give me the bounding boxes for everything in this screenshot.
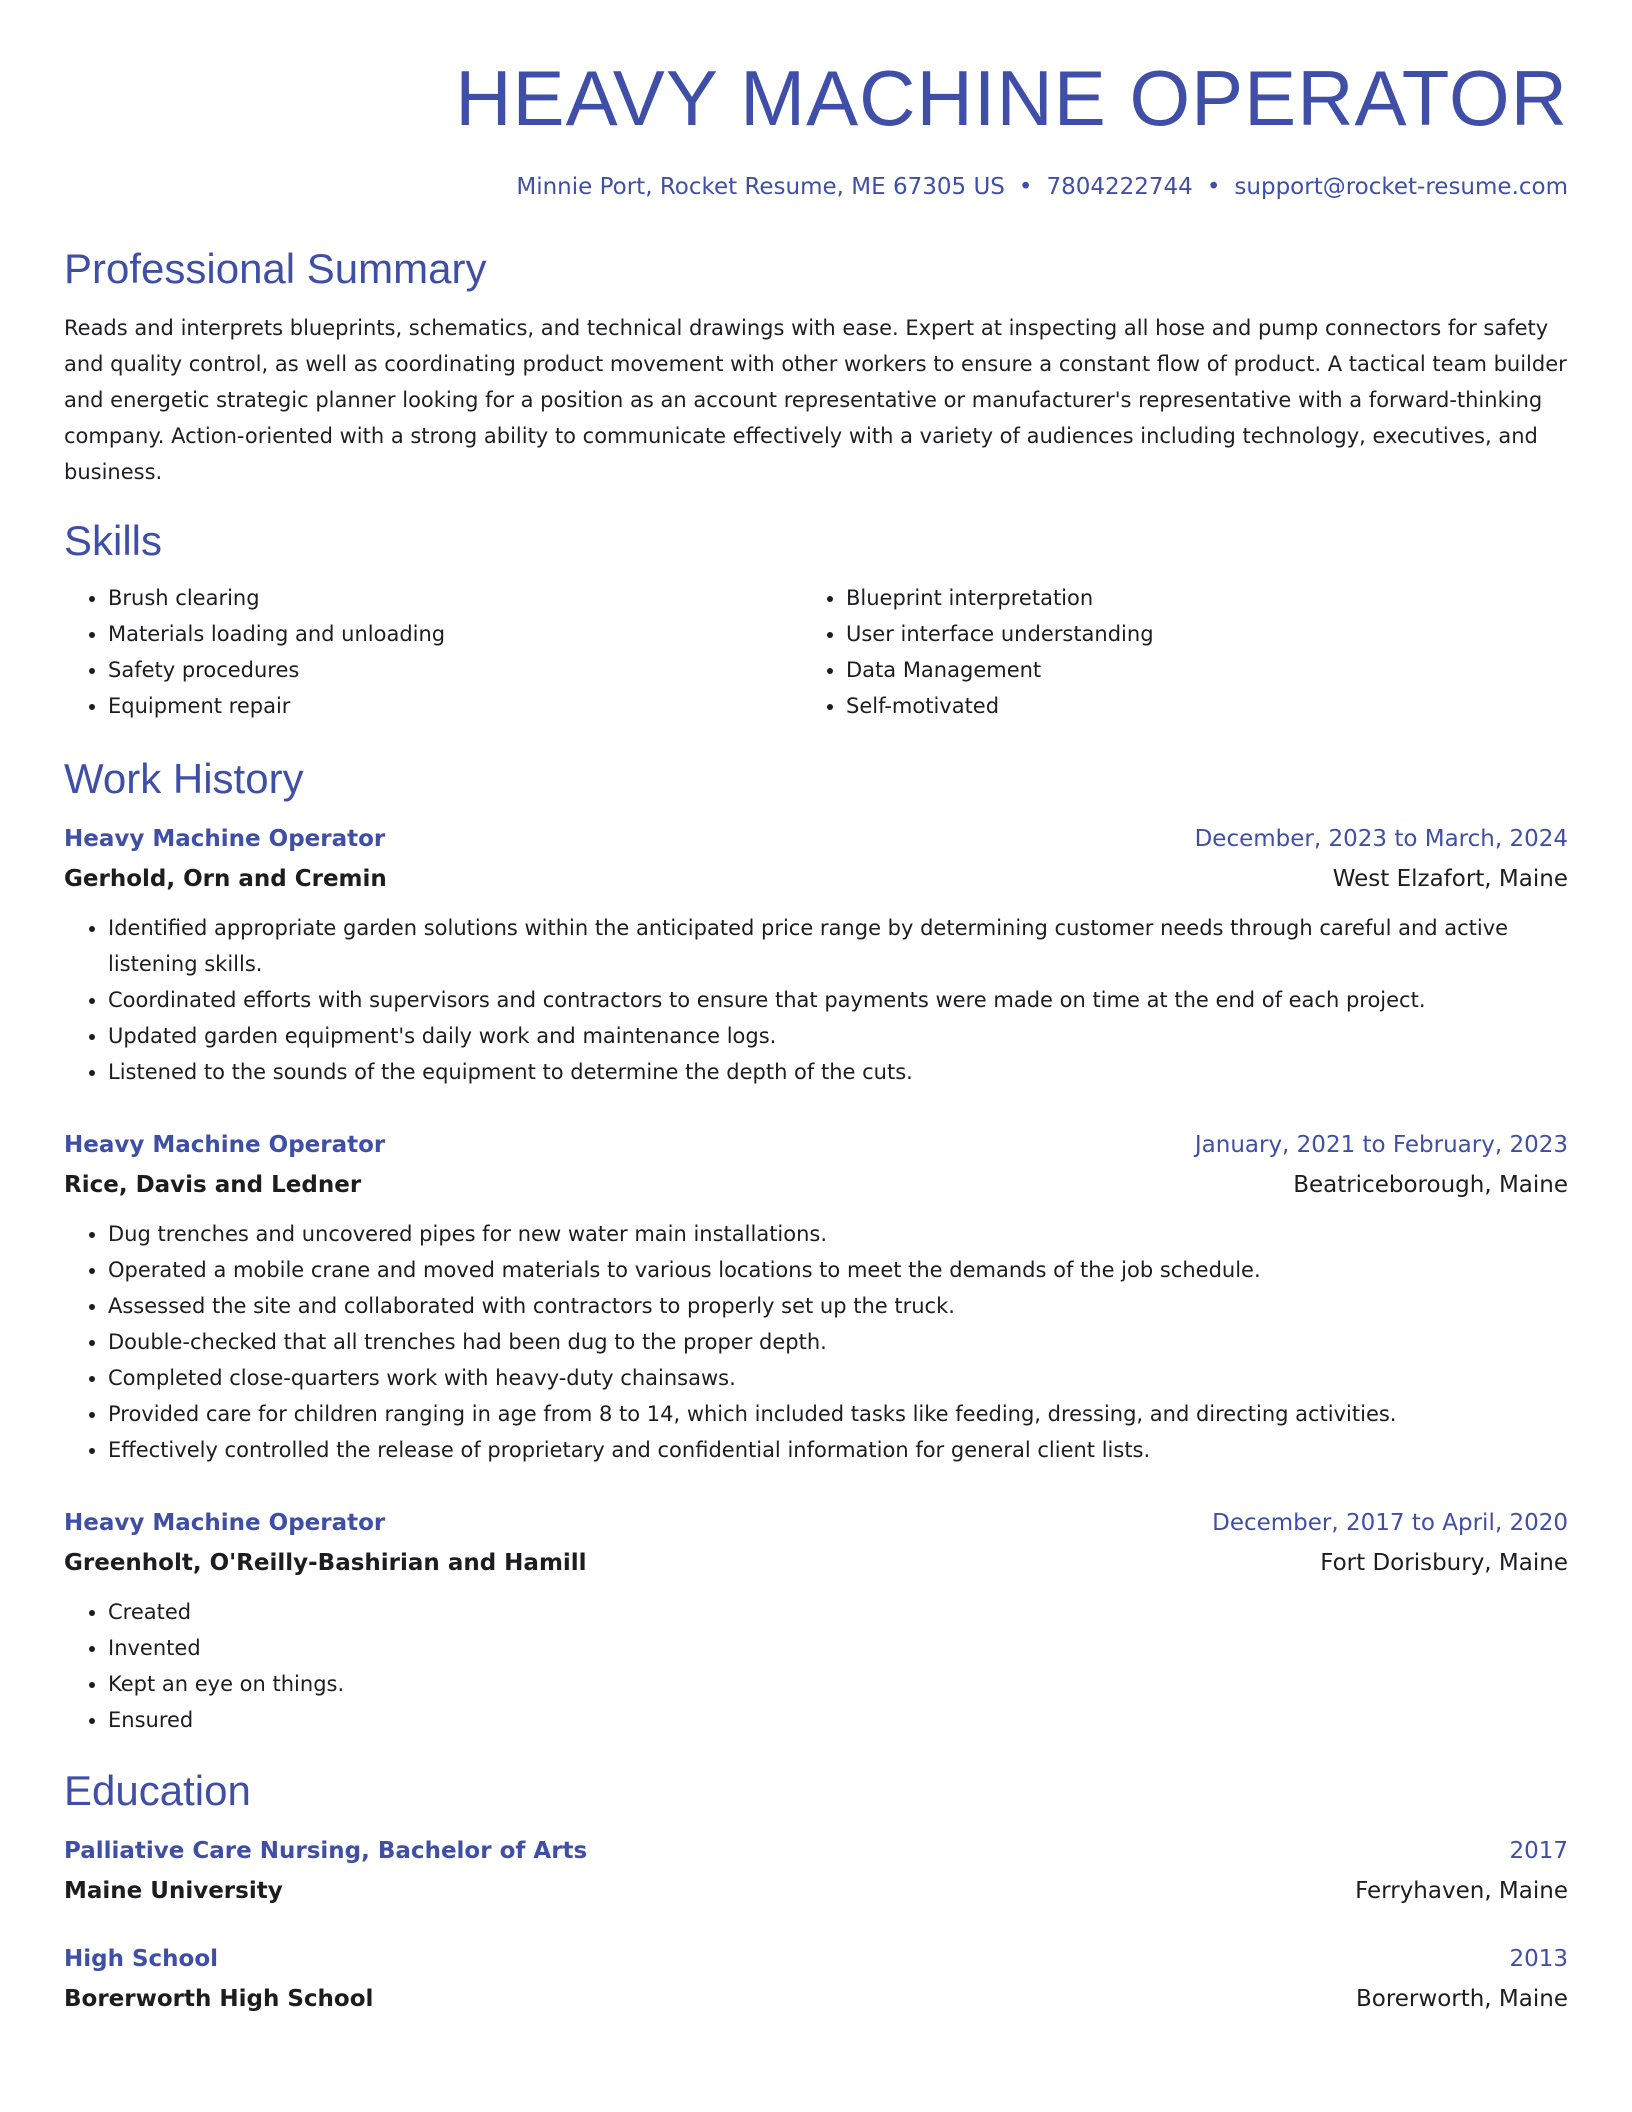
- education-location: Borerworth, Maine: [1355, 1986, 1568, 2012]
- education-subheader: [64, 1984, 1568, 2014]
- skills-list-left: [64, 580, 802, 724]
- education-school: Borerworth High School: [64, 1986, 374, 2012]
- summary-text: Reads and interprets blueprints, schematics, and technical drawings with ease. Expert at inspecting all hose and pump connectors for safety and quality control, as well as coordinating product movement with other workers to ensure a constant flow of product. A tactical team builder and energetic strategic planner looking for a position as an account representative or manufacturer's representative with a forward-thinking company. Action-oriented with a strong ability to communicate effectively with a variety of audiences including technology, executives, and business.: [64, 316, 1567, 484]
- skill-item: • Materials loading and unloading: [108, 616, 802, 652]
- job-bullet: • Ensured: [108, 1702, 1568, 1738]
- job-location: Beatriceborough, Maine: [1293, 1172, 1568, 1198]
- job-bullet: • Created: [108, 1594, 1568, 1630]
- job-bullet: • Assessed the site and collaborated with contractors to properly set up the truck.: [108, 1288, 1568, 1324]
- education-header: [64, 1836, 1568, 1866]
- job-header: [64, 1508, 1568, 1538]
- contact-line: [64, 172, 1568, 202]
- skill-item: • Data Management: [846, 652, 1540, 688]
- skill-item: • Safety procedures: [108, 652, 802, 688]
- education-location: Ferryhaven, Maine: [1355, 1878, 1568, 1904]
- job-bullet: • Completed close-quarters work with heavy-duty chainsaws.: [108, 1360, 1568, 1396]
- job-bullet: • Identified appropriate garden solutions within the anticipated price range by determining customer needs through careful and active listening skills.: [108, 910, 1568, 982]
- education-subheader: [64, 1876, 1568, 1906]
- education-school: Maine University: [64, 1878, 283, 1904]
- education-header: [64, 1944, 1568, 1974]
- education-degree: High School: [64, 1946, 219, 1972]
- job-company: Gerhold, Orn and Cremin: [64, 866, 387, 892]
- job-subheader: [64, 1170, 1568, 1200]
- job-header: [64, 824, 1568, 854]
- skill-item: • Self-motivated: [846, 688, 1540, 724]
- education-entry: [64, 1836, 1568, 1906]
- job-dates: December, 2017 to April, 2020: [1212, 1510, 1568, 1536]
- contact-address: Minnie Port, Rocket Resume, ME 67305 US: [516, 174, 1005, 200]
- job-bullet: • Dug trenches and uncovered pipes for new water main installations.: [108, 1216, 1568, 1252]
- job-header: [64, 1130, 1568, 1160]
- contact-phone: 7804222744: [1046, 174, 1193, 200]
- job-bullet: • Invented: [108, 1630, 1568, 1666]
- job-bullet: • Provided care for children ranging in age from 8 to 14, which included tasks like feeding, dressing, and directing activities.: [108, 1396, 1568, 1432]
- job-role: Heavy Machine Operator: [64, 826, 386, 852]
- job-role: Heavy Machine Operator: [64, 1510, 386, 1536]
- skill-item: • User interface understanding: [846, 616, 1540, 652]
- section-title-education: Education: [64, 1767, 251, 1814]
- job-entry: [64, 824, 1568, 1090]
- education-entry: [64, 1944, 1568, 2014]
- skill-item: • Blueprint interpretation: [846, 580, 1540, 616]
- job-bullet: • Coordinated efforts with supervisors and contractors to ensure that payments were made on time at the end of each project.: [108, 982, 1568, 1018]
- job-bullet: • Kept an eye on things.: [108, 1666, 1568, 1702]
- job-bullet: • Operated a mobile crane and moved materials to various locations to meet the demands of the job schedule.: [108, 1252, 1568, 1288]
- job-location: Fort Dorisbury, Maine: [1320, 1550, 1568, 1576]
- job-entry: [64, 1130, 1568, 1468]
- job-bullet: • Listened to the sounds of the equipment to determine the depth of the cuts.: [108, 1054, 1568, 1090]
- job-bullet: • Double-checked that all trenches had been dug to the proper depth.: [108, 1324, 1568, 1360]
- resume-name: HEAVY MACHINE OPERATOR: [455, 54, 1568, 142]
- contact-email[interactable]: support@rocket-resume.com: [1234, 174, 1568, 200]
- job-company: Greenholt, O'Reilly-Bashirian and Hamill: [64, 1550, 587, 1576]
- job-bullets: [64, 1594, 1568, 1738]
- job-dates: January, 2021 to February, 2023: [1194, 1132, 1568, 1158]
- section-title-work-history: Work History: [64, 755, 304, 802]
- job-bullet: • Updated garden equipment's daily work and maintenance logs.: [108, 1018, 1568, 1054]
- skill-item: • Brush clearing: [108, 580, 802, 616]
- job-subheader: [64, 864, 1568, 894]
- contact-separator: •: [1206, 174, 1221, 200]
- skills-list-right: [802, 580, 1540, 724]
- job-bullets: [64, 910, 1568, 1090]
- job-entry: [64, 1508, 1568, 1738]
- job-bullet: • Effectively controlled the release of proprietary and confidential information for general client lists.: [108, 1432, 1568, 1468]
- job-role: Heavy Machine Operator: [64, 1132, 386, 1158]
- job-company: Rice, Davis and Ledner: [64, 1172, 362, 1198]
- education-year: 2017: [1509, 1838, 1568, 1864]
- job-bullets: [64, 1216, 1568, 1468]
- education-degree: Palliative Care Nursing, Bachelor of Arts: [64, 1838, 588, 1864]
- job-location: West Elzafort, Maine: [1332, 866, 1568, 892]
- education-year: 2013: [1509, 1946, 1568, 1972]
- section-title-summary: Professional Summary: [64, 245, 487, 292]
- section-title-skills: Skills: [64, 517, 163, 564]
- skills-grid: [64, 580, 1568, 724]
- skill-item: • Equipment repair: [108, 688, 802, 724]
- job-dates: December, 2023 to March, 2024: [1194, 826, 1568, 852]
- contact-separator: •: [1018, 174, 1033, 200]
- job-subheader: [64, 1548, 1568, 1578]
